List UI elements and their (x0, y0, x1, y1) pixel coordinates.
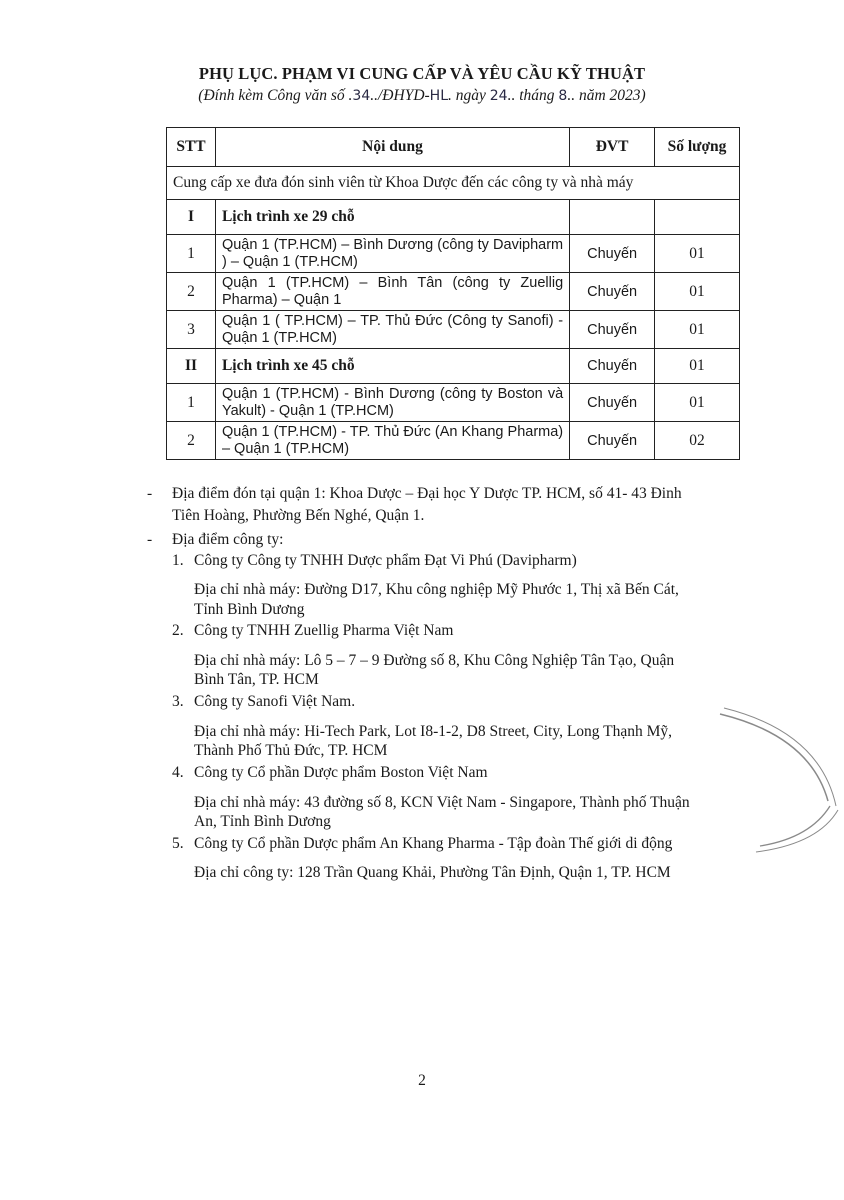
pickup-line-1: Địa điểm đón tại quận 1: Khoa Dược – Đại học Y Dược TP. HCM, số 41- 43 Đinh (172, 485, 682, 502)
bullet-dash: - (147, 531, 153, 548)
item-qty: 01 (655, 273, 740, 311)
company-address-line-2: Bình Tân, TP. HCM (194, 671, 319, 688)
header-qty: Số lượng (655, 128, 740, 167)
section-unit: Chuyến (570, 349, 655, 384)
table-row (167, 311, 740, 349)
item-description: Quận 1 (TP.HCM) - TP. Thủ Đức (An Khang Pharma) – Quận 1 (TP.HCM) (215, 422, 569, 460)
section-title: Lịch trình xe 45 chỗ (215, 349, 569, 384)
table-header-row (167, 128, 740, 167)
subtitle-mid3: .. tháng (507, 87, 559, 104)
subtitle-prefix: (Đính kèm Công văn số . (198, 87, 353, 104)
company-name: Công ty TNHH Zuellig Pharma Việt Nam (194, 622, 454, 639)
appendix-subtitle (0, 87, 844, 105)
company-address-line-1: Địa chỉ công ty: 128 Trần Quang Khải, Phường Tân Định, Quận 1, TP. HCM (194, 864, 671, 881)
table-caption: Cung cấp xe đưa đón sinh viên từ Khoa Dược đến các công ty và nhà máy (167, 167, 740, 200)
appendix-title: PHỤ LỤC. PHẠM VI CUNG CẤP VÀ YÊU CẦU KỸ THUẬT (198, 64, 646, 83)
item-unit: Chuyến (570, 384, 655, 422)
company-name: Công ty Công ty TNHH Dược phẩm Đạt Vi Phú (Davipharm) (194, 552, 577, 569)
item-description: Quận 1 ( TP.HCM) – TP. Thủ Đức (Công ty Sanofi) - Quận 1 (TP.HCM) (215, 311, 569, 349)
company-name: Công ty Cổ phần Dược phẩm Boston Việt Nam (194, 764, 488, 781)
header-content: Nội dung (215, 128, 569, 167)
table-row (167, 273, 740, 311)
item-stt: 3 (167, 311, 216, 349)
handwritten-doc-number: 34 (352, 88, 371, 104)
company-address-line-1: Địa chỉ nhà máy: Hi-Tech Park, Lot I8-1-2, D8 Street, City, Long Thạnh Mỹ, (194, 723, 673, 740)
partial-stamp (700, 706, 844, 856)
subtitle-mid1: ../ĐHYD- (370, 87, 430, 104)
company-name: Công ty Cổ phần Dược phẩm An Khang Pharma - Tập đoàn Thế giới di động (194, 835, 673, 852)
item-unit: Chuyến (570, 311, 655, 349)
item-stt: 1 (167, 235, 216, 273)
company-number: 5. (172, 835, 184, 852)
item-unit: Chuyến (570, 273, 655, 311)
handwritten-day: 24 (489, 88, 508, 104)
section-row (167, 200, 740, 235)
section-stt: II (167, 349, 216, 384)
company-number: 3. (172, 693, 184, 710)
pickup-line-2: Tiên Hoàng, Phường Bến Nghé, Quận 1. (172, 507, 425, 524)
page-number: 2 (418, 1072, 426, 1089)
subtitle-suffix: .. năm 2023) (567, 87, 646, 104)
section-row (167, 349, 740, 384)
company-number: 1. (172, 552, 184, 569)
bullet-dash: - (147, 485, 153, 502)
subtitle-mid2: . ngày (448, 87, 490, 104)
handwritten-dept-code: HL (429, 88, 448, 104)
item-description: Quận 1 (TP.HCM) – Bình Tân (công ty Zuellig Pharma) – Quận 1 (215, 273, 569, 311)
company-address-line-2: Thành Phố Thủ Đức, TP. HCM (194, 742, 388, 759)
scope-table (166, 127, 740, 460)
header-stt: STT (167, 128, 216, 167)
item-qty: 01 (655, 235, 740, 273)
company-address-line-1: Địa chỉ nhà máy: Lô 5 – 7 – 9 Đường số 8, Khu Công Nghiệp Tân Tạo, Quận (194, 652, 675, 669)
company-name: Công ty Sanofi Việt Nam. (194, 693, 356, 710)
item-qty: 01 (655, 311, 740, 349)
item-stt: 2 (167, 422, 216, 460)
section-unit (570, 200, 655, 235)
handwritten-month: 8 (558, 88, 568, 104)
section-title: Lịch trình xe 29 chỗ (215, 200, 569, 235)
table-caption-row (167, 167, 740, 200)
item-description: Quận 1 (TP.HCM) - Bình Dương (công ty Boston và Yakult) - Quận 1 (TP.HCM) (215, 384, 569, 422)
company-number: 4. (172, 764, 184, 781)
item-qty: 02 (655, 422, 740, 460)
section-stt: I (167, 200, 216, 235)
company-address-line-1: Địa chỉ nhà máy: 43 đường số 8, KCN Việt Nam - Singapore, Thành phố Thuận (194, 794, 690, 811)
item-stt: 2 (167, 273, 216, 311)
company-number: 2. (172, 622, 184, 639)
table-row (167, 422, 740, 460)
company-address-line-1: Địa chỉ nhà máy: Đường D17, Khu công nghiệp Mỹ Phước 1, Thị xã Bến Cát, (194, 581, 679, 598)
company-address-line-2: An, Tỉnh Bình Dương (194, 813, 331, 830)
item-stt: 1 (167, 384, 216, 422)
company-address-line-2: Tỉnh Bình Dương (194, 601, 305, 618)
table-row (167, 235, 740, 273)
companies-label: Địa điểm công ty: (172, 531, 284, 548)
item-qty: 01 (655, 384, 740, 422)
item-unit: Chuyến (570, 422, 655, 460)
table-row (167, 384, 740, 422)
section-qty: 01 (655, 349, 740, 384)
header-unit: ĐVT (570, 128, 655, 167)
item-unit: Chuyến (570, 235, 655, 273)
item-description: Quận 1 (TP.HCM) – Bình Dương (công ty Davipharm ) – Quận 1 (TP.HCM) (215, 235, 569, 273)
section-qty (655, 200, 740, 235)
